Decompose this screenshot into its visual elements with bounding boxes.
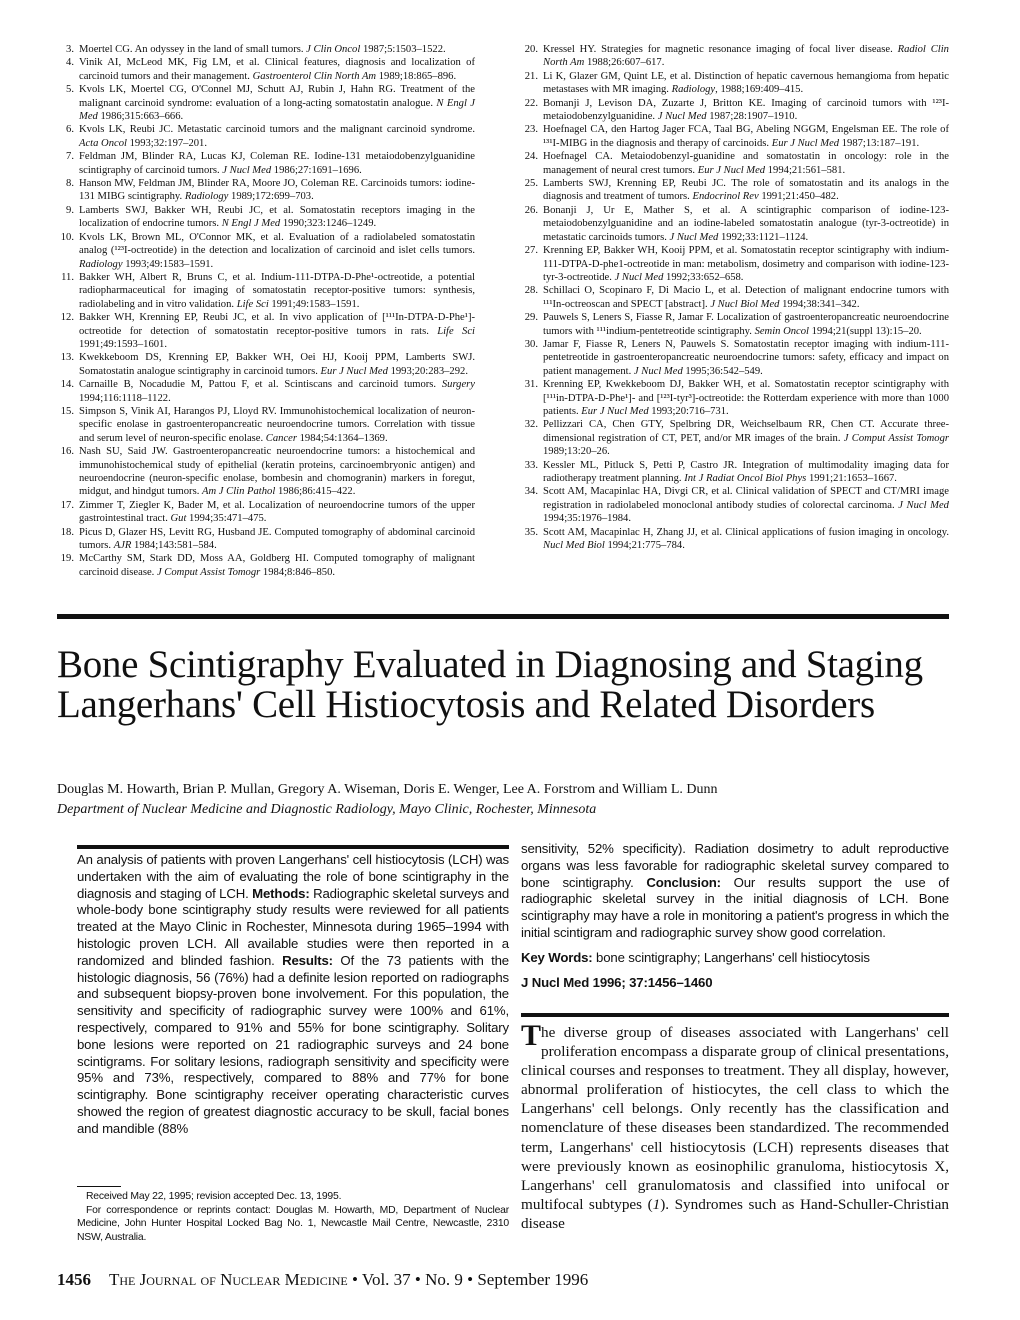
reference-citation: 1994;21:561–581.	[765, 164, 846, 176]
reference-journal: J Nucl Med	[657, 111, 707, 123]
reference-item	[521, 244, 949, 284]
reference-item	[57, 526, 475, 553]
reference-journal: Surgery	[441, 379, 475, 391]
reference-journal: Am J Clin Pathol	[202, 486, 276, 498]
reference-number: 18.	[60, 526, 74, 538]
reference-number: 30.	[524, 338, 538, 350]
reference-journal: Eur J Nucl Med	[697, 164, 766, 176]
reference-item	[521, 418, 949, 458]
reference-item	[521, 97, 949, 124]
reference-citation: 1994;35:471–475.	[186, 513, 267, 525]
reference-text: Vinik AI, McLeod MK, Fig LM, et al. Clinical features, diagnosis and localization of carcinoid tumors and their management.	[79, 57, 475, 82]
reference-item	[57, 552, 475, 579]
reference-item	[57, 311, 475, 351]
reference-journal: J Nucl Med	[633, 365, 683, 377]
journal-name: The Journal of Nuclear Medicine	[109, 1270, 348, 1289]
reference-number: 6.	[66, 124, 74, 136]
references-right-column	[521, 43, 949, 552]
reference-text: Carnaille B, Nocadudie M, Pattou F, et al. Scintiscans and carcinoid tumors.	[79, 379, 442, 391]
reference-number: 10.	[60, 231, 74, 243]
reference-number: 27.	[524, 245, 538, 257]
reference-journal: N Engl J Med	[79, 97, 475, 123]
reference-citation: 1993;20:283–292.	[387, 365, 468, 377]
reference-number: 25.	[524, 178, 538, 190]
article-title: Bone Scintigraphy Evaluated in Diagnosing and Staging Langerhans' Cell Histiocytosis and Related Disorders	[57, 643, 923, 726]
page-footer	[57, 1270, 588, 1290]
keywords-text: bone scintigraphy; Langerhans' cell histiocytosis	[592, 949, 870, 965]
reference-item	[521, 526, 949, 553]
reference-journal: Cancer	[265, 432, 297, 444]
reference-journal: J Nucl Med	[898, 499, 949, 511]
reference-text: Hoefnagel CA. Metaiodobenzyl-guanidine and somatostatin in oncology: role in the management of neural crest tumors.	[543, 151, 949, 176]
reference-citation: 1986;86:415–422.	[275, 486, 356, 498]
reference-item	[57, 231, 475, 271]
author-list: Douglas M. Howarth, Brian P. Mullan, Gregory A. Wiseman, Doris E. Wenger, Lee A. Forstrom and William L. Dunn	[57, 782, 718, 797]
reference-number: 22.	[524, 97, 538, 109]
drop-cap: T	[521, 1019, 542, 1052]
reference-journal: Acta Oncol	[79, 137, 127, 149]
reference-citation: 1989;18:865–896.	[376, 70, 457, 82]
reference-item	[521, 177, 949, 204]
reference-number: 19.	[60, 553, 74, 565]
reference-citation: 1993;32:197–201.	[126, 137, 207, 149]
reference-journal: Eur J Nucl Med	[771, 137, 840, 149]
reference-item	[57, 56, 475, 83]
reference-text: McCarthy SM, Stark DD, Moss AA, Goldberg HI. Computed tomography of malignant carcinoid disease.	[79, 553, 475, 578]
reference-journal: Radiology	[79, 258, 123, 270]
correspondence-note: For correspondence or reprints contact: Douglas M. Howarth, MD, Department of Nuclear Medicine, John Hunter Hospital Locked Bag No. 1, Newcastle Mail Centre, Newcastle, 2310 NSW, Australia.	[77, 1204, 509, 1243]
reference-journal: Eur J Nucl Med	[581, 405, 649, 417]
reference-journal: J Nucl Biol Med	[710, 298, 780, 310]
reference-citation: 1993;20:716–731.	[648, 405, 729, 417]
reference-citation: 1991;21:450–482.	[758, 191, 839, 203]
abstract-left	[77, 852, 509, 1138]
reference-citation: 1994;21:775–784.	[604, 540, 685, 552]
reference-journal: Radiol Clin North Am	[543, 44, 949, 69]
reference-text: Krenning EP, Kwekkeboom DJ, Bakker WH, et al. Somatostatin receptor scintigraphy with [¹¹¹in-DTPA-D-Phe¹]- and [¹²³I-tyr³]-octreotide: the Rotterdam experience with more than 1000 patients.	[543, 379, 949, 417]
reference-item	[57, 83, 475, 123]
reference-link[interactable]: 1	[652, 1195, 661, 1213]
abstract-conclusion: Our results support the use of radiographic skeletal survey in the initial diagnosis of LCH. Bone scintigraphy may have a role in monitoring a patient's progress in which the initial scintigram and radiographic survey show good correlation.	[521, 874, 949, 940]
reference-journal: AJR	[113, 540, 132, 552]
reference-number: 16.	[60, 446, 74, 458]
reference-number: 24.	[524, 151, 538, 163]
reference-item	[521, 311, 949, 338]
reference-number: 28.	[524, 285, 538, 297]
reference-text: Bonanji J, Ur E, Mather S, et al. A scintigraphic comparison of iodine-123-metaiodobenzylguanidine and an iodine-labeled somatostatin analogue (tyr-3-octreotide) in metastatic carcinoids tumors.	[543, 204, 949, 243]
reference-journal: Nucl Med Biol	[543, 540, 605, 552]
references-left-column	[57, 43, 475, 579]
methods-label: Methods:	[252, 885, 310, 901]
keywords-label: Key Words:	[521, 949, 593, 965]
reference-item	[57, 123, 475, 150]
abstract-intro: An analysis of patients with proven Langerhans' cell histiocytosis (LCH) was undertaken with the aim of evaluating the role of bone scintigraphy in the diagnosis and staging of LCH.	[77, 852, 509, 901]
reference-journal: Life Sci	[437, 325, 475, 337]
reference-number: 20.	[524, 44, 538, 55]
reference-text: Pauwels S, Leners S, Fiasse R, Jamar F. Localization of gastroenteropancreatic neuroendocrine tumors with ¹¹¹indium-pentetreotide scintigraphy.	[543, 312, 949, 337]
reference-text: Kvols LK, Moertel CG, O'Connel MJ, Schutt AJ, Rubin J, Hahn RG. Treatment of the malignant carcinoid syndrome: evaluation of a long-acting somatostatin analogue.	[79, 84, 475, 109]
reference-number: 29.	[524, 312, 538, 324]
reference-journal: Semin Oncol	[754, 325, 809, 337]
reference-item	[521, 459, 949, 486]
reference-item	[57, 378, 475, 405]
reference-citation: 1987;28:1907–1910.	[706, 111, 798, 123]
reference-number: 32.	[524, 419, 538, 431]
reference-citation: 1995;36:542–549.	[682, 365, 763, 377]
reference-citation: 1992;33:652–658.	[663, 271, 744, 283]
body-text-end: ). Syndromes such as Hand-Schuller-Christian disease	[521, 1195, 949, 1232]
reference-text: Bomanji J, Levison DA, Zuzarte J, Britton KE. Imaging of carcinoid tumors with ¹²³I-metaiodobenzylguanidine.	[543, 97, 949, 123]
reference-journal: Gastroenterol Clin North Am	[252, 70, 377, 82]
reference-journal: Radiology	[671, 84, 716, 96]
page-number: 1456	[57, 1270, 91, 1289]
reference-number: 17.	[60, 499, 74, 511]
abstract-right	[521, 841, 949, 991]
reference-journal: J Nucl Med	[669, 231, 719, 243]
reference-text: Kvols LK, Reubi JC. Metastatic carcinoid tumors and the malignant carcinoid syndrome.	[79, 124, 475, 136]
reference-citation: 1990;323:1246–1249.	[280, 218, 377, 230]
reference-journal: J Clin Oncol	[306, 44, 361, 55]
reference-number: 35.	[524, 526, 538, 538]
reference-citation: 1987;13:187–191.	[839, 137, 920, 149]
footnotes	[77, 1190, 509, 1244]
reference-journal: J Comput Assist Tomogr	[843, 432, 949, 444]
reference-text: Krenning EP, Bakker WH, Kooij PPM, et al. Somatostatin receptor scintigraphy with indium-111-DTPA-D-phe1-octreotide in man: metabolism, dosimetry and comparison with iodine-123-tyr-3-octreotide.	[543, 245, 949, 283]
reference-number: 8.	[66, 178, 74, 190]
reference-text: Lamberts SWJ, Krenning EP, Reubi JC. The role of somatostatin and its analogs in the diagnosis and treatment of tumors.	[543, 178, 949, 203]
reference-citation: 1989;13:20–26.	[543, 446, 610, 458]
reference-item	[521, 338, 949, 378]
reference-item	[521, 284, 949, 311]
issue-info: • Vol. 37 • No. 9 • September 1996	[347, 1270, 589, 1289]
reference-number: 4.	[66, 57, 74, 69]
reference-item	[521, 70, 949, 97]
body-paragraph	[521, 1019, 949, 1233]
reference-number: 33.	[524, 459, 538, 471]
reference-number: 12.	[60, 312, 74, 324]
journal-citation: J Nucl Med 1996; 37:1456–1460	[521, 974, 713, 990]
reference-item	[57, 177, 475, 204]
reference-item	[57, 445, 475, 499]
reference-journal: J Nucl Med	[222, 164, 272, 176]
reference-citation: 1988;26:607–617.	[584, 57, 665, 69]
reference-text: Zimmer T, Ziegler K, Bader M, et al. Localization of neuroendocrine tumors of the upper gastrointestinal tract.	[79, 499, 475, 525]
reference-journal: J Comput Assist Tomogr	[156, 566, 261, 578]
reference-text: Kessler ML, Pitluck S, Petti P, Castro JR. Integration of multimodality imaging data for radiotherapy treatment planning.	[543, 459, 949, 484]
reference-number: 9.	[66, 204, 74, 216]
reference-journal: Endocrinol Rev	[692, 191, 759, 203]
reference-number: 34.	[524, 486, 538, 498]
results-label: Results:	[282, 952, 333, 968]
reference-citation: 1984;54:1364–1369.	[296, 432, 388, 444]
reference-citation: 1994;35:1976–1984.	[543, 513, 631, 525]
keywords	[521, 950, 949, 967]
reference-text: Bakker WH, Albert R, Bruns C, et al. Indium-111-DTPA-D-Phe¹-octreotide, a potential radiopharmaceutical for imaging of somatostatin receptor-positive tumors: synthesis, radiolabeling and in vitro validation.	[79, 271, 475, 310]
reference-citation: 1994;21(suppl 13):15–20.	[809, 325, 922, 337]
reference-text: Hanson MW, Feldman JM, Blinder RA, Moore JO, Coleman RE. Carcinoids tumors: iodine-131 MIBG scintigraphy.	[79, 178, 475, 203]
reference-text: Nash SU, Said JW. Gastroenteropancreatic neuroendocrine tumors: a histochemical and immunohistochemical study of epithelial (keratin proteins, carcinoembryonic antigen) and neuroendocrine (neuron-specific enolase, bombesin and chomogranin) markers in foregut, midgut, and hindgut tumors.	[79, 446, 475, 498]
section-divider	[57, 614, 949, 619]
body-divider	[521, 1013, 949, 1017]
affiliation: Department of Nuclear Medicine and Diagnostic Radiology, Mayo Clinic, Rochester, Minnesota	[57, 802, 597, 817]
reference-number: 14.	[60, 379, 74, 391]
reference-number: 5.	[66, 84, 74, 96]
conclusion-label: Conclusion:	[646, 874, 721, 890]
reference-item	[521, 485, 949, 525]
reference-journal: Gut	[170, 513, 187, 525]
reference-journal: N Engl J Med	[221, 218, 281, 230]
reference-text: Lamberts SWJ, Bakker WH, Reubi JC, et al. Somatostatin receptors imaging in the localization of endocrine tumors.	[79, 204, 475, 230]
reference-text: Picus D, Glazer HS, Levitt RG, Husband JE. Computed tomography of abdominal carcinoid tumors.	[79, 526, 475, 552]
reference-item	[521, 123, 949, 150]
reference-number: 31.	[524, 379, 538, 391]
reference-text: Li K, Glazer GM, Quint LE, et al. Distinction of hepatic cavernous hemangioma from hepatic metastases with MR imaging.	[543, 70, 949, 96]
reference-text: Kvols LK, Brown ML, O'Connor MK, et al. Evaluation of a radiolabeled somatostatin analog (¹²³I-octreotide) in the detection and localization of carcinoid and islet cells tumors.	[79, 231, 475, 257]
reference-number: 21.	[524, 70, 538, 82]
reference-citation: 1986;27:1691–1696.	[271, 164, 362, 176]
reference-text: Scott AM, Macapinlac HA, Divgi CR, et al. Clinical validation of SPECT and CT/MRI image registration in radiolabeled monoclonal antibody studies of colorectal carcinoma.	[543, 486, 949, 511]
reference-citation: 1994;116:1118–1122.	[79, 392, 171, 404]
reference-number: 26.	[524, 204, 538, 216]
reference-citation: 1984;8:846–850.	[260, 566, 336, 578]
reference-item	[521, 378, 949, 418]
footnote-divider	[77, 1186, 121, 1187]
reference-citation: 1989;172:699–703.	[228, 191, 314, 203]
reference-text: Jamar F, Fiasse R, Leners N, Pauwels S. Somatostatin receptor imaging with indium-111-pentetreotide in gastroenteropancreatic neuroendocrine tumors: safety, efficacy and impact on patient management.	[543, 338, 949, 377]
reference-citation: 1993;49:1583–1591.	[122, 258, 214, 270]
reference-text: Scott AM, Macapinlac H, Zhang JJ, et al. Clinical applications of fusion imaging in oncology.	[543, 526, 949, 538]
reference-number: 11.	[61, 271, 74, 283]
abstract-methods: Radiographic skeletal surveys and whole-body bone scintigraphy study results were reviewed for all patients treated at the Mayo Clinic in Rochester, Minnesota during 1965–1994 with histologic proven LCH. All available studies were then reported in a randomized and blinded fashion.	[77, 885, 510, 968]
reference-item	[57, 405, 475, 445]
reference-text: Moertel CG. An odyssey in the land of small tumors.	[79, 44, 307, 55]
reference-text: Simpson S, Vinik AI, Harangos PJ, Lloyd RV. Immunohistochemical localization of neuron-specific enolase in gastroenteropancreatic neuroendocrine tumors. Correlation with tissue and serum level of neuron-specific enolase.	[79, 405, 475, 444]
reference-number: 15.	[60, 405, 74, 417]
reference-text: Schillaci O, Scopinaro F, Di Macio L, et al. Detection of malignant endocrine tumors with ¹¹¹In-octreoscan and SPECT [abstract].	[543, 285, 949, 310]
reference-journal: Int J Radiat Oncol Biol Phys	[684, 473, 807, 484]
reference-text: Bakker WH, Krenning EP, Reubi JC, et al. In vivo application of [¹¹¹In-DTPA-D-Phe¹]-octreotide for detection of somatostatin receptor-positive tumors in rats.	[79, 312, 475, 337]
reference-citation: 1994;38:341–342.	[779, 298, 860, 310]
abstract-divider	[77, 845, 509, 849]
reference-item	[521, 43, 949, 70]
reference-citation: 1991;21:1653–1667.	[806, 473, 897, 484]
reference-item	[57, 271, 475, 311]
reference-citation: 1991;49:1593–1601.	[79, 338, 167, 350]
reference-citation: 1992;33:1121–1124.	[718, 231, 809, 243]
reference-text: Kressel HY. Strategies for magnetic resonance imaging of focal liver disease.	[543, 44, 898, 55]
reference-text: Pellizzari CA, Chen GTY, Spelbring DR, Weichselbaum RR, Chen CT. Accurate three-dimensional registration of CT, PET, and/or MR images of the brain.	[543, 419, 949, 444]
reference-text: Hoefnagel CA, den Hartog Jager FCA, Taal BG, Abeling NGGM, Engelsman EE. The role of ¹³¹I-MIBG in the diagnosis and therapy of carcinoids.	[543, 124, 949, 149]
reference-item	[57, 499, 475, 526]
reference-journal: Eur J Nucl Med	[320, 365, 388, 377]
body-text: he diverse group of diseases associated with Langerhans' cell proliferation encompass a disparate group of clinical presentations, clinical courses and responses to treatment. They all display, however, abnormal proliferation of histiocytes, the cell class to which the Langerhans' cell belongs. Only recently has the classification and nomenclature of these diseases been standardized. The recommended term, Langerhans' cell histiocytosis (LCH) represents diseases that were previously known as eosinophilic granuloma, histiocytosis X, Langerhans' cell granulomatosis and classified into unifocal or multifocal subtypes (	[521, 1024, 949, 1213]
reference-citation: 1987;5:1503–1522.	[360, 44, 446, 55]
reference-number: 13.	[60, 352, 74, 364]
reference-citation: 1984;143:581–584.	[131, 540, 217, 552]
reference-text: Kwekkeboom DS, Krenning EP, Bakker WH, Oei HJ, Kooij PPM, Lamberts SWJ. Somatostatin analogue scintigraphy in carcinoid tumors.	[79, 352, 475, 377]
reference-citation: 1986;315:663–666.	[97, 111, 184, 123]
reference-item	[57, 43, 475, 56]
reference-number: 7.	[66, 151, 74, 163]
reference-number: 23.	[524, 124, 538, 136]
reference-citation: , 1988;169:409–415.	[715, 84, 804, 96]
abstract-results-cont: sensitivity, 52% specificity). Radiation dosimetry to adult reproductive organs was less favorable for radiographic skeletal survey compared to bone scintigraphy.	[521, 841, 949, 890]
reference-item	[521, 204, 949, 244]
reference-item	[57, 150, 475, 177]
reference-citation: 1991;49:1583–1591.	[268, 298, 360, 310]
reference-text: Feldman JM, Blinder RA, Lucas KJ, Coleman RE. Iodine-131 metaiodobenzylguanidine scintigraphy of carcinoid tumors.	[79, 151, 475, 176]
reference-journal: J Nucl Med	[614, 271, 664, 283]
reference-item	[57, 351, 475, 378]
reference-item	[521, 150, 949, 177]
reference-journal: Radiology	[184, 191, 229, 203]
abstract-continuation	[521, 841, 949, 942]
abstract-results: Of the 73 patients with the histologic diagnosis, 56 (76%) had a definite lesion reported on radiographs and subsequent biopsy-proven bone involvement. For this population, the sensitivity and specificity of radiographic survey were 100% and 61%, respectively, compared to 91% and 55% for bone scintigraphy. Solitary bone lesions were reported on 21 radiographic surveys and 24 bone scintigrams. For solitary lesions, radiograph sensitivity and specificity were 95% and 73%, respectively, compared to 88% and 77% for bone scintigraphy. Bone scintigraphy receiver operating characteristic curves showed the region of greatest diagnostic accuracy to be skull, facial bones and mandible (88%	[77, 952, 509, 1136]
reference-journal: Life Sci	[236, 298, 269, 310]
reference-number: 3.	[66, 44, 74, 55]
reference-item	[57, 204, 475, 231]
received-date: Received May 22, 1995; revision accepted Dec. 13, 1995.	[86, 1191, 342, 1202]
